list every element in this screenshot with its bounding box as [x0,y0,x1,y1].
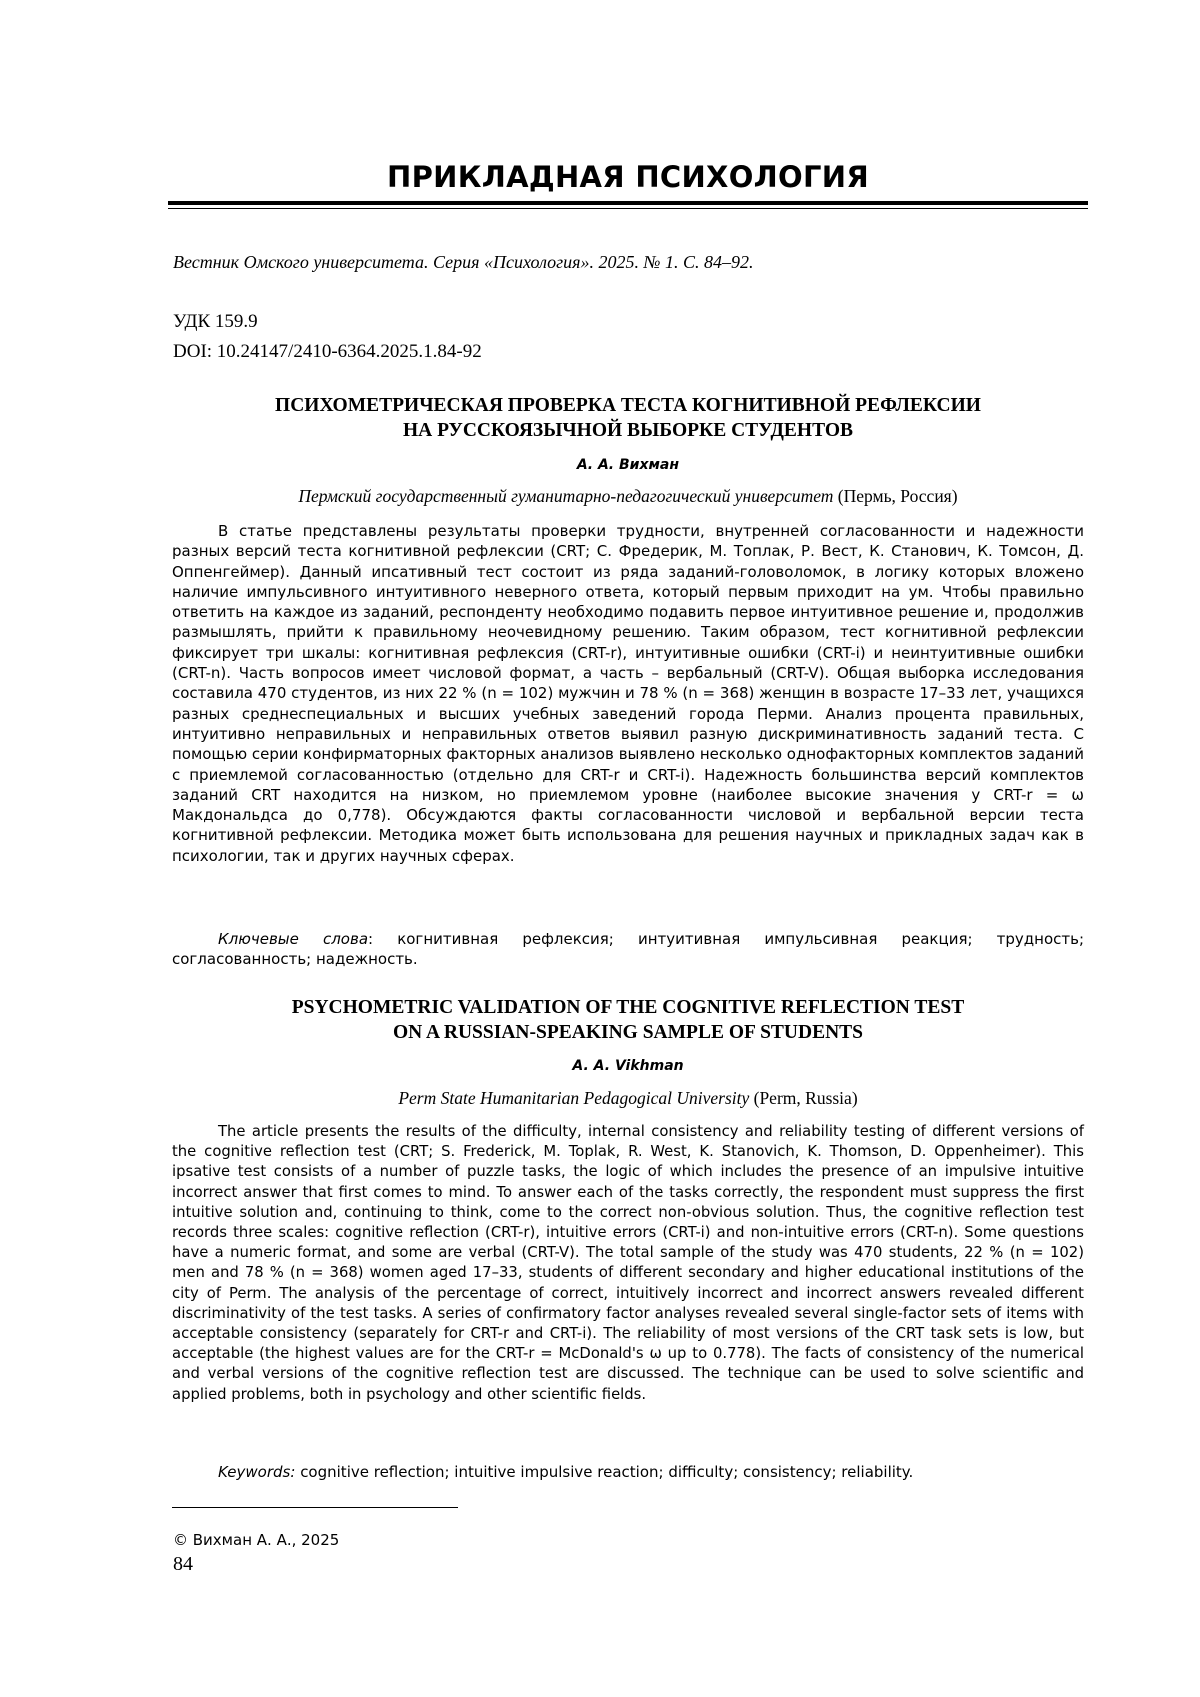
affiliation-ru-name: Пермский государственный гуманитарно-педагогический университет [298,486,834,506]
header-rule-thick [168,201,1088,205]
keywords-en-label: Keywords: [218,1463,296,1481]
abstract-ru: В статье представлены результаты проверки трудности, внутренней согласованности и надежности разных версий теста когнитивной рефлексии (CRT; С. Фредерик, М. Топлак, Р. Вест, К. Станович, К. Томсон, Д. Оппенгеймер). Данный ипсативный тест состоит из ряда заданий-головоломок, в логику которых вложено наличие импульсивного интуитивного неверного ответа, который первым приходит на ум. Чтобы правильно ответить на каждое из заданий, респонденту необходимо подавить первое интуитивное решение и, продолжив размышлять, прийти к правильному неочевидному решению. Таким образом, тест когнитивной рефлексии фиксирует три шкалы: когнитивная рефлексия (CRT-r), интуитивные ошибки (CRT-i) и неинтуитивные ошибки (CRT-n). Часть вопросов имеет числовой формат, а часть – вербальный (CRT-V). Общая выборка исследования составила 470 студентов, из них 22 % (n = 102) мужчин и 78 % (n = 368) женщин в возрасте 17–33 лет, учащихся разных среднеспециальных и высших учебных заведений города Перми. Анализ процента правильных, интуитивно неправильных и неправильных ответов выявил разную дискриминативность заданий теста. С помощью серии конфирматорных факторных анализов выявлено несколько однофакторных комплектов заданий с приемлемой согласованностью (отдельно для CRT-r и CRT-i). Надежность большинства версий комплектов заданий CRT находится на низком, но приемлемом уровне (наиболее высокие значения у CRT-r = ω Макдональдса до 0,778). Обсуждаются факты согласованности числовой и вербальной версии теста когнитивной рефлексии. Методика может быть использована для решения научных и прикладных задач как в психологии, так и других научных сферах. [172,522,1084,865]
footnote-rule [172,1507,458,1508]
article-title-ru [168,393,1088,443]
section-title: ПРИКЛАДНАЯ ПСИХОЛОГИЯ [387,160,869,194]
abstract-en: The article presents the results of the difficulty, internal consistency and reliability testing of different versions of the cognitive reflection test (CRT; S. Frederick, M. Toplak, R. West, K. Stanovich, K. Thomson, D. Oppenheimer). This ipsative test consists of a number of puzzle tasks, the logic of which includes the presence of an impulsive intuitive incorrect answer that first comes to mind. To answer each of the tasks correctly, the respondent must suppress the first intuitive solution and, continuing to think, come to the correct non-obvious solution. Thus, the cognitive reflection test records three scales: cognitive reflection (CRT-r), intuitive errors (CRT-i) and non-intuitive errors (CRT-n). Some questions have a numeric format, and some are verbal (CRT-V). The total sample of the study was 470 students, 22 % (n = 102) men and 78 % (n = 368) women aged 17–33, students of different secondary and higher educational institutions of the city of Perm. The analysis of the percentage of correct, intuitively incorrect and incorrect answers revealed different discriminativity of the test tasks. A series of confirmatory factor analyses revealed several single-factor sets of items with acceptable consistency (separately for CRT-r and CRT-i). The reliability of most versions of the CRT task sets is low, but acceptable (the highest values are for the CRT-r = McDonald's ω up to 0.778). The facts of consistency of the numerical and verbal versions of the cognitive reflection test are discussed. The technique can be used to solve scientific and applied problems, both in psychology and other scientific fields. [172,1123,1084,1403]
keywords-ru-label: Ключевые слова [218,930,369,948]
affiliation-en-name: Perm State Humanitarian Pedagogical University [398,1088,750,1108]
title-ru-line-1: ПСИХОМЕТРИЧЕСКАЯ ПРОВЕРКА ТЕСТА КОГНИТИВНОЙ РЕФЛЕКСИИ [275,395,981,416]
copyright-note: © Вихман А. А., 2025 [173,1531,340,1549]
affiliation-en [168,1088,1088,1109]
keywords-ru [172,929,1084,970]
page-number: 84 [173,1553,193,1575]
title-en-line-2: ON A RUSSIAN-SPEAKING SAMPLE OF STUDENTS [392,1022,864,1043]
journal-citation: Вестник Омского университета. Серия «Психология». 2025. № 1. С. 84–92. [173,252,754,272]
affiliation-ru-place: (Пермь, Россия) [837,486,958,506]
title-ru-line-2: НА РУССКОЯЗЫЧНОЙ ВЫБОРКЕ СТУДЕНТОВ [402,420,854,441]
affiliation-ru [168,486,1088,507]
article-title-en [168,995,1088,1045]
title-en-line-1: PSYCHOMETRIC VALIDATION OF THE COGNITIVE REFLECTION TEST [291,997,965,1018]
keywords-ru-text: : когнитивная рефлексия; интуитивная импульсивная реакция; трудность; согласованность; надежность. [172,930,1084,969]
doi: DOI: 10.24147/2410-6364.2025.1.84-92 [173,341,482,362]
header-rule-thin [168,208,1088,209]
affiliation-en-place: (Perm, Russia) [753,1088,858,1108]
udk-code: УДК 159.9 [173,311,258,332]
author-en: A. A. Vikhman [572,1058,684,1074]
keywords-en-text: cognitive reflection; intuitive impulsive reaction; difficulty; consistency; reliability. [295,1463,914,1481]
keywords-en [172,1462,1084,1482]
author-ru: А. А. Вихман [576,457,680,473]
